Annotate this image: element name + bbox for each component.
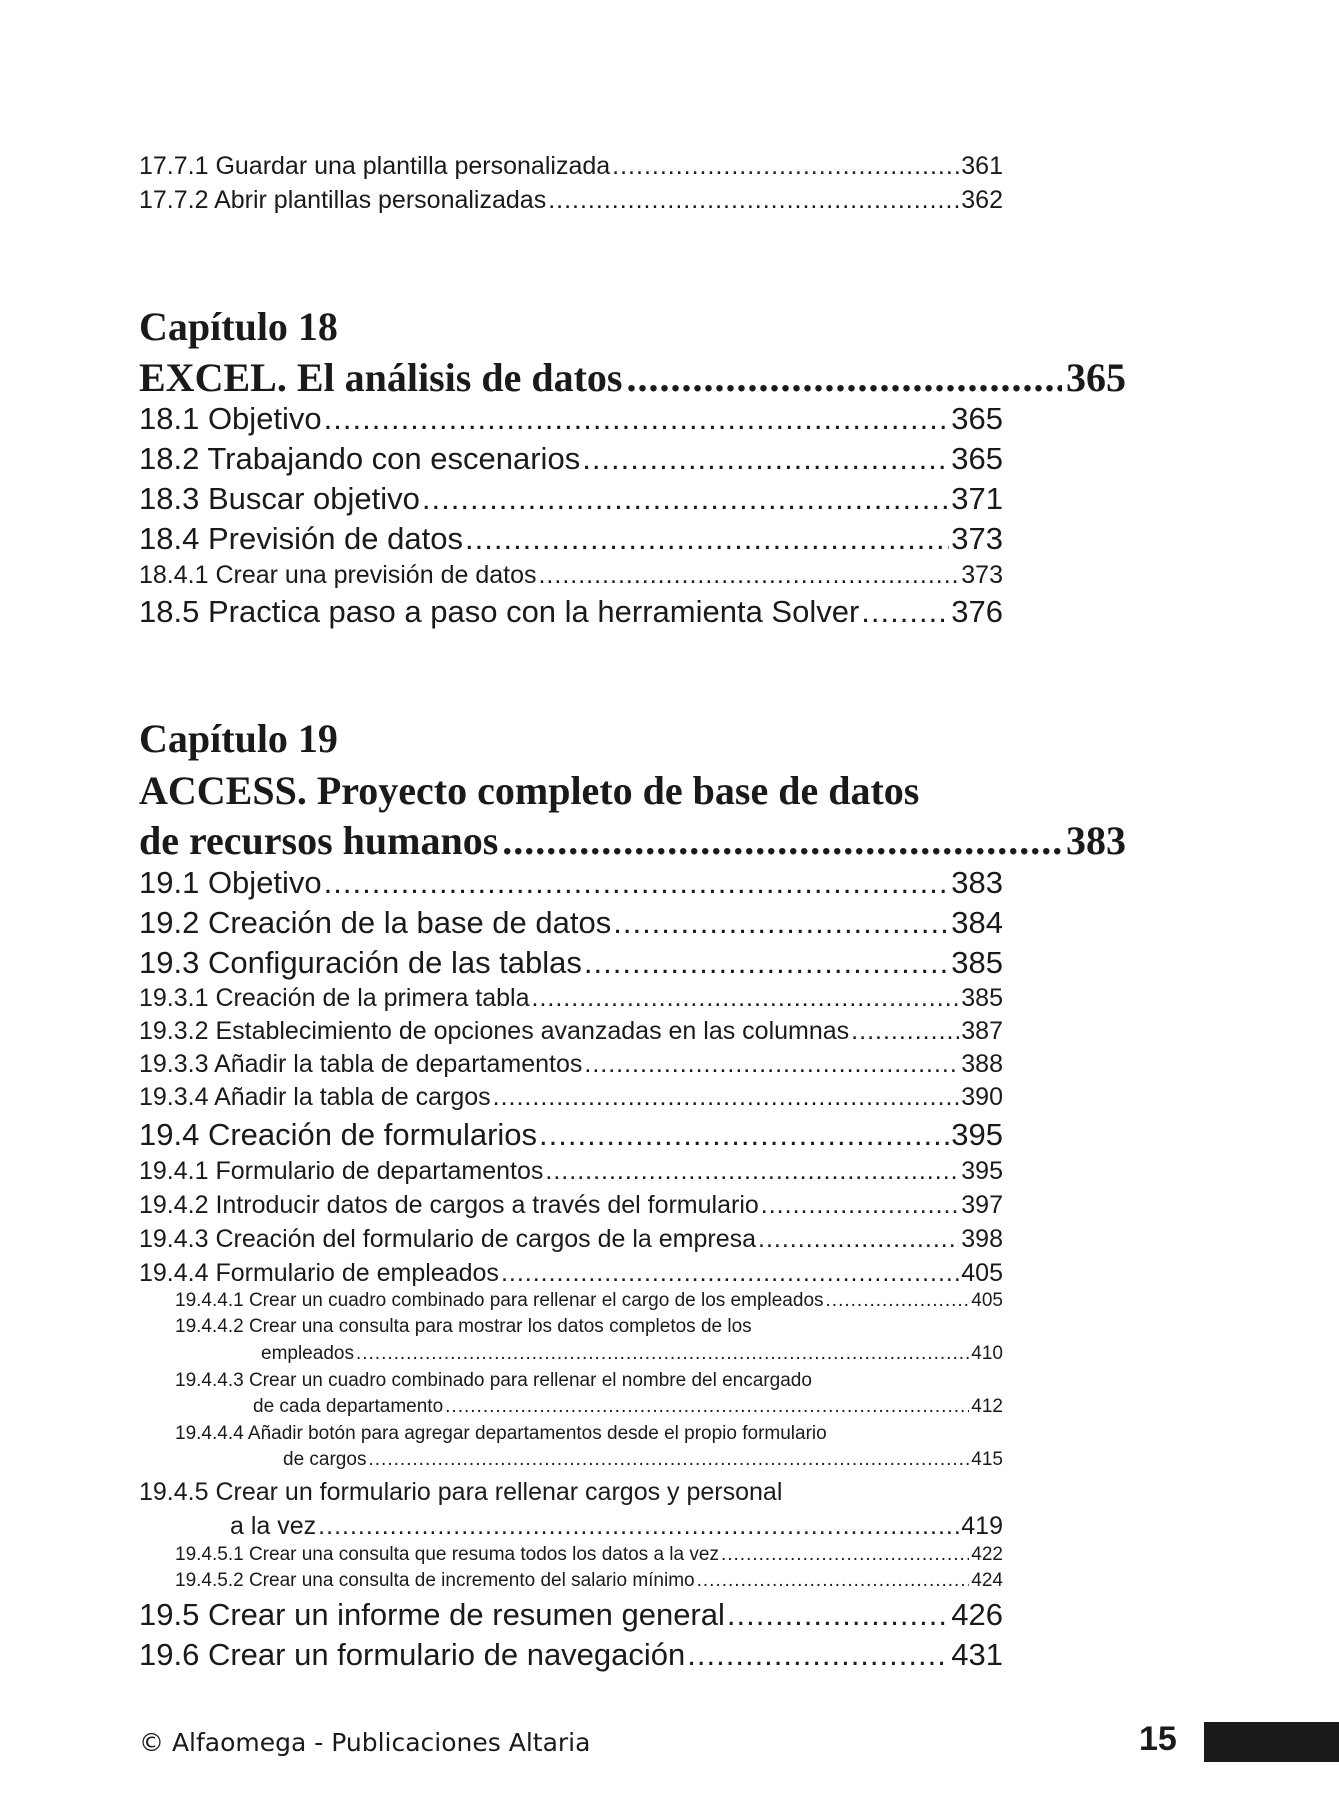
toc-entry-page: 365 [951, 441, 1003, 476]
toc-entry-page: 422 [971, 1544, 1003, 1565]
toc-entry-page: 365 [951, 401, 1003, 436]
toc-entry-page: 387 [961, 1017, 1003, 1045]
toc-entry[interactable] [230, 1512, 1003, 1541]
toc-entry[interactable] [175, 1570, 1003, 1592]
toc-entry[interactable] [139, 1225, 1003, 1254]
toc-entry-page: 398 [961, 1225, 1003, 1253]
toc-entry-title: 19.4 Creación de formularios [139, 1117, 538, 1152]
chapter-title-row[interactable] [139, 817, 1126, 864]
toc-entry[interactable] [175, 1290, 1003, 1312]
toc-entry-title: 19.1 Objetivo [139, 865, 322, 900]
toc-entry[interactable] [139, 1259, 1003, 1288]
toc-entry-title: 18.1 Objetivo [139, 401, 322, 436]
toc-entry-title: 18.4.1 Crear una previsión de datos [139, 561, 537, 589]
toc-entry-title: 18.4 Previsión de datos [139, 521, 463, 556]
toc-entry-title: 19.4.1 Formulario de departamentos [139, 1157, 544, 1185]
toc-entry-title: 19.4.4 Formulario de empleados [139, 1259, 499, 1287]
toc-entry-title: 19.6 Crear un formulario de navegación [139, 1637, 686, 1672]
toc-entry[interactable] [261, 1343, 1003, 1365]
toc-entry-page: 373 [961, 561, 1003, 589]
toc-entry[interactable] [139, 481, 1003, 517]
chapter-title: EXCEL. El análisis de datos [139, 355, 623, 400]
toc-entry-title: de cargos [283, 1449, 367, 1470]
toc-entry-title: empleados [261, 1343, 354, 1364]
toc-entry[interactable] [139, 186, 1003, 215]
toc-entry[interactable] [139, 152, 1003, 181]
toc-entry-title: 19.3.2 Establecimiento de opciones avanzadas en las columnas [139, 1017, 850, 1045]
chapter-page: 383 [1066, 818, 1126, 863]
toc-entry-title: 19.3.3 Añadir la tabla de departamentos [139, 1050, 583, 1078]
toc-entry[interactable] [253, 1396, 1003, 1418]
chapter-title: de recursos humanos [139, 818, 499, 863]
toc-entry-page: 376 [951, 594, 1003, 629]
toc-entry-page: 373 [951, 521, 1003, 556]
toc-entry-page: 362 [961, 186, 1003, 214]
toc-entry-title: 19.3.4 Añadir la tabla de cargos [139, 1083, 491, 1111]
toc-entry-page: 385 [951, 945, 1003, 980]
toc-entry-title: 19.2 Creación de la base de datos [139, 905, 612, 940]
toc-entry[interactable] [139, 1191, 1003, 1220]
toc-entry[interactable] [139, 1050, 1003, 1079]
toc-entry[interactable] [139, 905, 1003, 941]
toc-entry-title: 19.4.2 Introducir datos de cargos a través del formulario [139, 1191, 759, 1219]
chapter-label: Capítulo 18 [139, 304, 338, 349]
toc-entry-page: 405 [961, 1259, 1003, 1287]
toc-entry-title[interactable]: 19.4.4.3 Crear un cuadro combinado para rellenar el nombre del encargado [175, 1370, 812, 1391]
toc-entry[interactable] [139, 401, 1003, 437]
toc-entry-title: 19.4.4.1 Crear un cuadro combinado para rellenar el cargo de los empleados [175, 1290, 824, 1311]
chapter-label: Capítulo 19 [139, 716, 338, 761]
toc-entry[interactable] [139, 1597, 1003, 1633]
toc-entry[interactable] [139, 945, 1003, 981]
toc-entry-page: 419 [961, 1512, 1003, 1540]
toc-entry-title: 19.3 Configuración de las tablas [139, 945, 582, 980]
toc-entry-title: 19.4.5.2 Crear una consulta de incremento del salario mínimo [175, 1570, 695, 1591]
toc-entry-page: 405 [971, 1290, 1003, 1311]
toc-entry-title: 19.4.3 Creación del formulario de cargos de la empresa [139, 1225, 757, 1253]
toc-entry[interactable] [139, 1157, 1003, 1186]
toc-entry[interactable] [139, 865, 1003, 901]
toc-entry[interactable] [139, 1083, 1003, 1112]
toc-entry[interactable] [139, 1637, 1003, 1673]
page-number: 15 [1139, 1720, 1177, 1758]
toc-entry-title: a la vez [230, 1512, 317, 1540]
toc-entry-page: 426 [951, 1597, 1003, 1632]
toc-entry[interactable] [283, 1449, 1003, 1471]
toc-entry-title: 18.5 Practica paso a paso con la herramienta Solver [139, 594, 860, 629]
toc-entry-page: 395 [951, 1117, 1003, 1152]
toc-entry-title: 18.2 Trabajando con escenarios [139, 441, 581, 476]
toc-entry-page: 412 [971, 1396, 1003, 1417]
chapter-page: 365 [1066, 355, 1126, 400]
toc-entry-title: 19.3.1 Creación de la primera tabla [139, 984, 530, 1012]
chapter-title: ACCESS. Proyecto completo de base de datos [139, 768, 920, 813]
toc-entry-page: 395 [961, 1157, 1003, 1185]
chapter-title-row[interactable] [139, 354, 1126, 401]
toc-entry-title[interactable]: 19.4.5 Crear un formulario para rellenar cargos y personal [139, 1478, 783, 1506]
toc-entry-page: 424 [971, 1570, 1003, 1591]
toc-entry[interactable] [139, 984, 1003, 1013]
toc-entry-title[interactable]: 19.4.4.4 Añadir botón para agregar departamentos desde el propio formulario [175, 1423, 827, 1444]
toc-entry-page: 383 [951, 865, 1003, 900]
footer-bar [1204, 1722, 1339, 1762]
toc-entry[interactable] [139, 521, 1003, 557]
toc-entry-title: 19.4.5.1 Crear una consulta que resuma todos los datos a la vez [175, 1544, 719, 1565]
toc-entry[interactable] [175, 1544, 1003, 1566]
toc-entry-title: 18.3 Buscar objetivo [139, 481, 420, 516]
toc-entry[interactable] [139, 1117, 1003, 1153]
toc-entry-title: 17.7.2 Abrir plantillas personalizadas [139, 186, 547, 214]
toc-entry[interactable] [139, 561, 1003, 590]
toc-entry-title: 19.5 Crear un informe de resumen general [139, 1597, 725, 1632]
toc-entry[interactable] [139, 1017, 1003, 1046]
toc-entry-page: 415 [971, 1449, 1003, 1470]
toc-entry-page: 384 [951, 905, 1003, 940]
toc-entry-page: 390 [961, 1083, 1003, 1111]
toc-entry-page: 385 [961, 984, 1003, 1012]
toc-entry-page: 397 [961, 1191, 1003, 1219]
toc-entry-title: 17.7.1 Guardar una plantilla personalizada [139, 152, 611, 180]
footer-publisher: © Alfaomega - Publicaciones Altaria [139, 1728, 591, 1757]
toc-entry-page: 410 [971, 1343, 1003, 1364]
toc-entry-title[interactable]: 19.4.4.2 Crear una consulta para mostrar los datos completos de los [175, 1316, 752, 1337]
toc-entry-page: 371 [951, 481, 1003, 516]
toc-entry[interactable] [139, 594, 1003, 630]
toc-entry-page: 361 [961, 152, 1003, 180]
toc-entry-page: 388 [961, 1050, 1003, 1078]
toc-entry-page: 431 [951, 1637, 1003, 1672]
toc-entry-title: de cada departamento [253, 1396, 444, 1417]
toc-entry[interactable] [139, 441, 1003, 477]
